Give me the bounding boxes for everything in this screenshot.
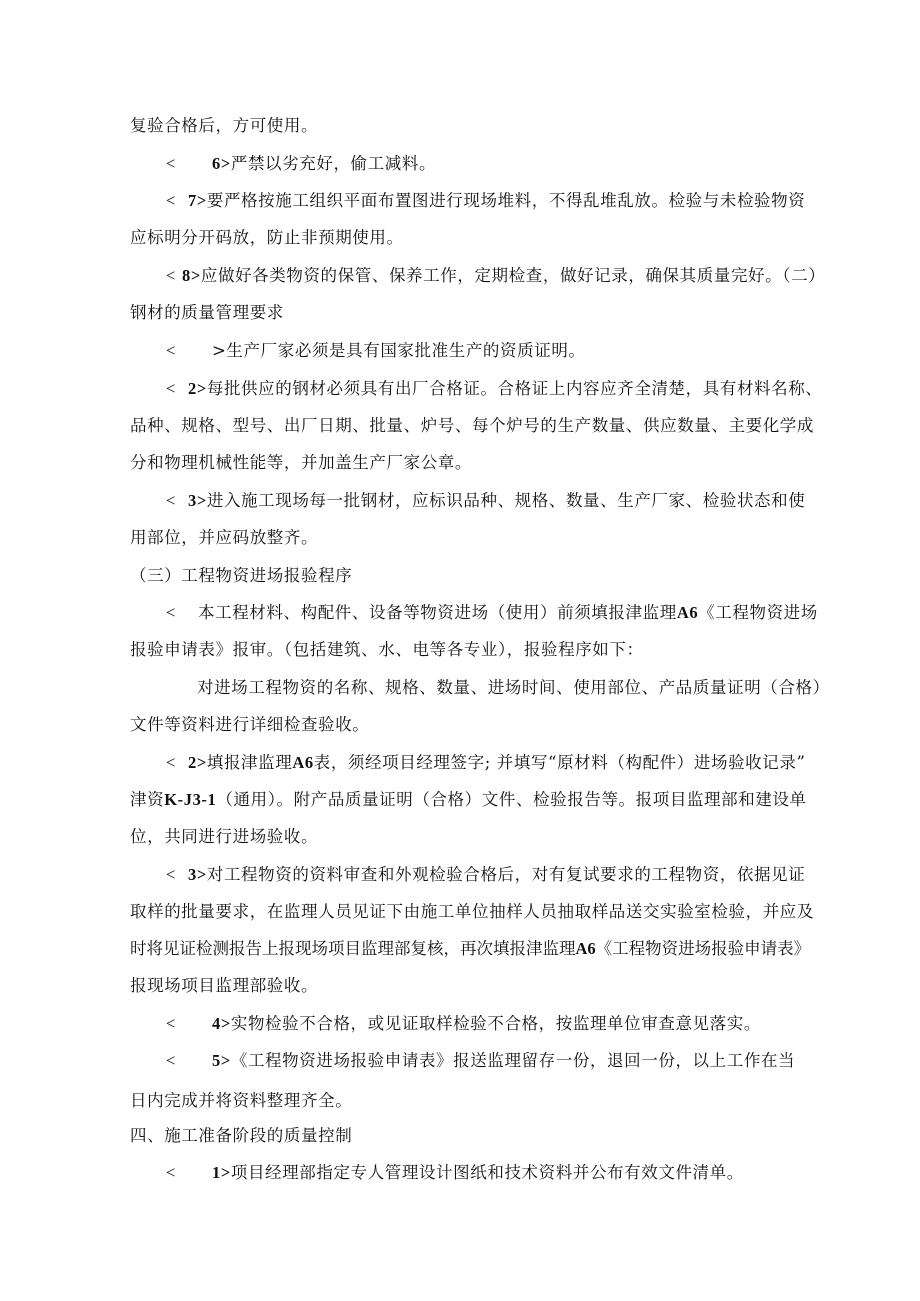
item-text: 《工程物资进场报验申请表》报送监理留存一份，退回一份，以上工作在当 xyxy=(230,1051,796,1070)
line-text: 《工程物资进场报验申请表》 xyxy=(595,939,811,958)
text-line xyxy=(130,227,404,249)
line-text: 津资 xyxy=(130,790,165,809)
item-number: 5> xyxy=(212,1051,231,1070)
line-text: 取样的批量要求，在监理人员见证下由施工单位抽样人员抽取样品送交实验室检验，并应及 xyxy=(130,902,814,921)
list-marker: < xyxy=(166,266,176,285)
item-text: 严禁以劣充好，偷工减料。 xyxy=(230,154,437,173)
text-line xyxy=(130,115,318,137)
item-text: >生产厂家必须是具有国家批准生产的资质证明。 xyxy=(212,341,586,360)
section-heading xyxy=(130,565,352,587)
line-text: 用部位，并应码放整齐。 xyxy=(130,528,319,547)
item-text: 对工程物资的资料审查和外观检验合格后，对有复试要求的工程物资，依据见证 xyxy=(206,865,806,884)
item-number: 3> xyxy=(188,865,207,884)
list-item xyxy=(166,752,806,774)
list-marker: < xyxy=(166,341,176,360)
item-text: 应做好各类物资的保管、保养工作，定期检查，做好记录，确保其质量完好。（二） xyxy=(200,266,826,285)
list-item xyxy=(166,602,818,624)
item-number: 4> xyxy=(212,1014,231,1033)
item-number: 6> xyxy=(212,154,231,173)
list-item xyxy=(166,340,586,362)
list-item xyxy=(166,490,805,512)
text-line xyxy=(130,938,810,960)
line-text: 位，共同进行进场验收。 xyxy=(130,827,319,846)
text-line xyxy=(130,1090,352,1112)
text-line xyxy=(130,415,814,437)
text-line xyxy=(130,639,644,661)
item-number: 8> xyxy=(182,266,201,285)
item-text: 填报津监理 xyxy=(206,753,293,772)
item-number: 7> xyxy=(188,191,207,210)
form-code: A6 xyxy=(292,753,314,772)
form-code: K-J3-1 xyxy=(164,790,217,809)
list-item xyxy=(166,1013,761,1035)
list-marker: < xyxy=(166,154,176,173)
heading-text: （三）工程物资进场报验程序 xyxy=(130,566,353,585)
list-item xyxy=(166,1050,795,1072)
list-marker: < xyxy=(166,1014,176,1033)
item-text: 项目经理部指定专人管理设计图纸和技术资料并公布有效文件清单。 xyxy=(230,1163,744,1182)
list-marker: < xyxy=(166,191,176,210)
item-text: 表，须经项目经理签字; 并填写“原材料（构配件）进场验收记录” xyxy=(313,753,806,772)
text-line xyxy=(130,901,814,923)
list-marker: < xyxy=(166,379,176,398)
text-line xyxy=(130,714,369,736)
list-item xyxy=(166,190,805,212)
item-text: 进入施工现场每一批钢材，应标识品种、规格、数量、生产厂家、检验状态和使 xyxy=(206,491,806,510)
section-heading xyxy=(130,302,284,324)
line-text: 报现场项目监理部验收。 xyxy=(130,976,319,995)
heading-text: 钢材的质量管理要求 xyxy=(130,303,284,322)
line-text: 时将见证检测报告上报现场项目监理部复核，再次填报津监理 xyxy=(130,939,576,958)
text-line xyxy=(197,677,830,699)
list-marker: < xyxy=(166,753,176,772)
heading-text: 四、施工准备阶段的质量控制 xyxy=(130,1126,353,1145)
list-marker: < xyxy=(166,1163,176,1182)
text-line xyxy=(130,527,318,549)
list-item xyxy=(166,153,436,175)
form-code: A6 xyxy=(676,603,699,622)
list-marker: < xyxy=(166,865,176,884)
form-code: A6 xyxy=(575,939,596,958)
item-number: 1> xyxy=(212,1163,231,1182)
list-item xyxy=(166,864,805,886)
list-item xyxy=(166,265,825,287)
line-text: 分和物理机械性能等，并加盖生产厂家公章。 xyxy=(130,453,472,472)
text-line xyxy=(130,975,318,997)
list-marker: < xyxy=(166,1051,176,1070)
line-text: 复验合格后，方可使用。 xyxy=(130,116,319,135)
line-text: 日内完成并将资料整理齐全。 xyxy=(130,1091,353,1110)
item-number: 2> xyxy=(188,379,207,398)
item-number: 3> xyxy=(188,491,207,510)
item-text: 《工程物资进场 xyxy=(698,603,818,622)
line-text: 文件等资料进行详细检查验收。 xyxy=(130,715,370,734)
line-text: 应标明分开码放，防止非预期使用。 xyxy=(130,228,404,247)
item-text: 本工程材料、构配件、设备等物资进场（使用）前须填报津监理 xyxy=(198,603,677,622)
line-text: 品种、规格、型号、出厂日期、批量、炉号、每个炉号的生产数量、供应数量、主要化学成 xyxy=(130,416,814,435)
item-text: 每批供应的钢材必须具有出厂合格证。合格证上内容应齐全清楚，具有材料名称、 xyxy=(206,379,823,398)
item-text: 要严格按施工组织平面布置图进行现场堆料，不得乱堆乱放。检验与未检验物资 xyxy=(206,191,806,210)
text-line xyxy=(130,789,807,811)
list-item xyxy=(166,378,822,400)
section-heading xyxy=(130,1125,352,1147)
list-marker: < xyxy=(166,603,176,622)
text-line xyxy=(130,826,318,848)
list-item xyxy=(166,1162,744,1184)
line-text: （通用）。附产品质量证明（合格）文件、检验报告等。报项目监理部和建设单 xyxy=(216,790,807,809)
list-marker: < xyxy=(166,491,176,510)
text-line xyxy=(130,452,472,474)
item-text: 实物检验不合格，或见证取样检验不合格，按监理单位审查意见落实。 xyxy=(230,1014,761,1033)
line-text: 报验申请表》报审。（包括建筑、水、电等各专业），报验程序如下： xyxy=(130,640,644,659)
item-number: 2> xyxy=(188,753,207,772)
line-text: 对进场工程物资的名称、规格、数量、进场时间、使用部位、产品质量证明（合格） xyxy=(197,678,830,697)
